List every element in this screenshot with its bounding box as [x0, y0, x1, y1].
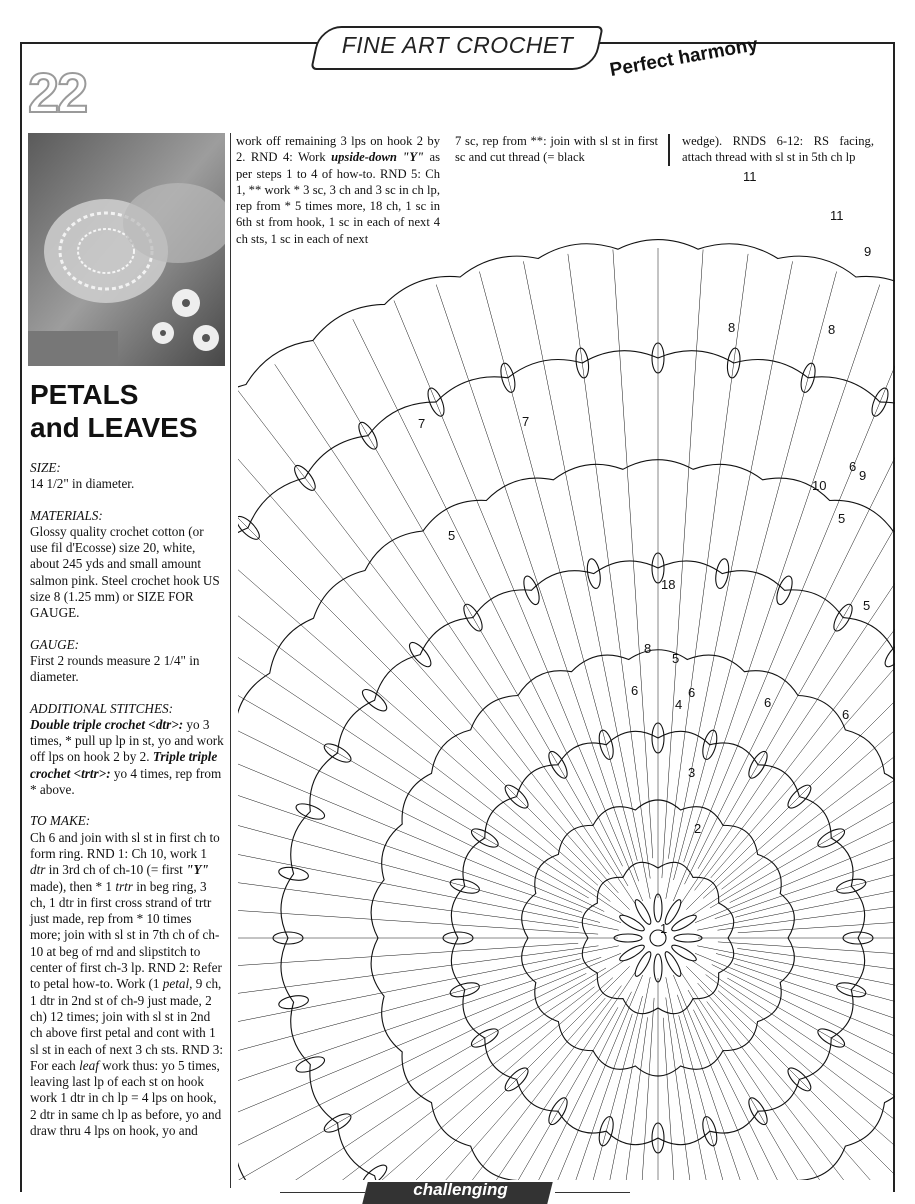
chart-round-label: 9	[864, 244, 872, 259]
chart-stitch-lines	[238, 240, 895, 1180]
dtr-text: yo 3 times, * pull up lp in st, yo and work off lps on hook 2 by 2.	[30, 716, 224, 765]
chart-round-label: 7	[418, 416, 426, 431]
chart-round-label: 6	[631, 683, 639, 698]
stitches-heading: ADDITIONAL STITCHES:	[30, 700, 174, 716]
doily-photo	[28, 133, 225, 366]
chart-round-label: 8	[728, 320, 736, 335]
chart-round-label: 6	[688, 685, 696, 700]
chart-round-label: 1	[660, 921, 668, 936]
dtr-name: Double triple crochet <dtr>:	[30, 716, 184, 732]
footer-rule-right	[555, 1192, 630, 1193]
to-make-trtr: trtr	[115, 878, 133, 894]
chart-round-label: 8	[828, 322, 836, 337]
to-make-petal: petal	[162, 976, 190, 992]
crochet-chart	[238, 168, 895, 1180]
trtr-text: yo 4 times, rep from * above.	[30, 765, 222, 798]
to-make-y: "Y"	[186, 862, 209, 878]
chart-round-label: 7	[522, 414, 530, 429]
chart-round-label: 6	[764, 695, 772, 710]
footer-badge-text: challenging	[413, 1180, 508, 1199]
text-column-2: 7 sc, rep from **: join with sl st in first sc and cut thread (= black	[455, 134, 658, 165]
instructions-sidebar	[30, 460, 224, 1139]
gauge-heading: GAUGE:	[30, 636, 80, 652]
chart-round-label: 18	[661, 577, 676, 592]
chart-round-label: 3	[688, 765, 696, 780]
chart-round-label: 5	[448, 528, 456, 543]
col1-text-c: as per steps 1 to 4 of how-to. RND 5: Ch 1, ** work * 3 sc, 3 ch and 3 sc in ch lp, rep from * 5 times more, 18 ch, 1 sc in 6th st from hook, 1 sc in each of next 4 ch sts, 1 sc in each of next	[236, 150, 440, 246]
size-text: 14 1/2" in diameter.	[30, 476, 135, 492]
col1-text-a: work off remaining 3 lps on hook 2 by 2. RND 4: Work	[236, 134, 440, 165]
header-tagline: Perfect harmony	[608, 34, 760, 82]
materials-heading: MATERIALS:	[30, 507, 103, 523]
to-make-dtr: dtr	[30, 862, 46, 878]
chart-round-label: 8	[644, 641, 652, 656]
to-make-leaf: leaf	[79, 1057, 99, 1073]
sidebar-separator	[230, 133, 231, 1188]
chart-round-label: 11	[743, 169, 757, 184]
chart-round-label: 6	[849, 459, 857, 474]
header-banner-text: FINE ART CROCHET	[341, 32, 574, 58]
col1-upside-down-y: upside-down "Y"	[331, 150, 425, 165]
chart-round-label: 5	[672, 651, 680, 666]
doily-photo-image	[28, 133, 225, 366]
page-frame-left	[20, 42, 22, 1192]
chart-round-label: 5	[838, 511, 846, 526]
to-make-text-e: , 9 ch, 1 dtr in 2nd st of ch-9 just made, 2 ch) 12 times; join with sl st in 2nd ch above first petal and cont with 1 sl st in each of next 3 ch sts. RND 3: For each	[30, 976, 224, 1073]
to-make-heading: TO MAKE:	[30, 813, 91, 829]
pattern-title	[30, 378, 198, 444]
title-line-1: PETALS	[30, 379, 139, 410]
to-make-text-f: work thus: yo 5 times, leaving last lp of each st on hook work 1 dtr in ch lp = 4 lps on hook, 2 dtr in same ch lp as before, yo and draw thru 4 lps on hook, yo and	[30, 1057, 222, 1138]
title-line-2: and LEAVES	[30, 412, 198, 443]
chart-round-label: 5	[863, 598, 871, 613]
to-make-text-b: in 3rd ch of ch-10 (= first	[45, 862, 187, 878]
chart-round-label: 2	[694, 821, 702, 836]
chart-round-label: 4	[675, 697, 683, 712]
footer-rule-left	[280, 1192, 365, 1193]
gauge-text: First 2 rounds measure 2 1/4" in diameter.	[30, 652, 200, 685]
chart-round-label: 11	[830, 208, 844, 223]
column-separator	[668, 134, 670, 166]
chart-round-labels	[418, 169, 871, 936]
chart-round-label: 6	[842, 707, 850, 722]
chart-round-label: 10	[812, 478, 827, 493]
size-heading: SIZE:	[30, 460, 61, 475]
to-make-text-d: in beg ring, 3 ch, 1 dtr in first cross strand of trtr just made, rep from * 10 times more; join with sl st in 7th ch of ch-10 at beg of rnd and slipstitch to center of first ch-3 lp. RND 2: Refer to petal how-to. Work (1	[30, 878, 222, 992]
text-column-3: wedge). RNDS 6-12: RS facing, attach thread with sl st in 5th ch lp	[682, 134, 874, 165]
page-number: 22	[28, 61, 87, 124]
chart-round-label: 9	[859, 468, 867, 483]
to-make-text-a: Ch 6 and join with sl st in first ch to form ring. RND 1: Ch 10, work 1	[30, 829, 220, 861]
materials-text: Glossy quality crochet cotton (or use fil d'Ecosse) size 20, white, about 245 yds and small amount salmon pink. Steel crochet hook US size 8 (1.25 mm) or SIZE FOR GAUGE.	[30, 523, 220, 621]
to-make-text-c: made), then * 1	[30, 878, 116, 894]
trtr-name: Triple triple crochet <trtr>:	[30, 749, 218, 781]
